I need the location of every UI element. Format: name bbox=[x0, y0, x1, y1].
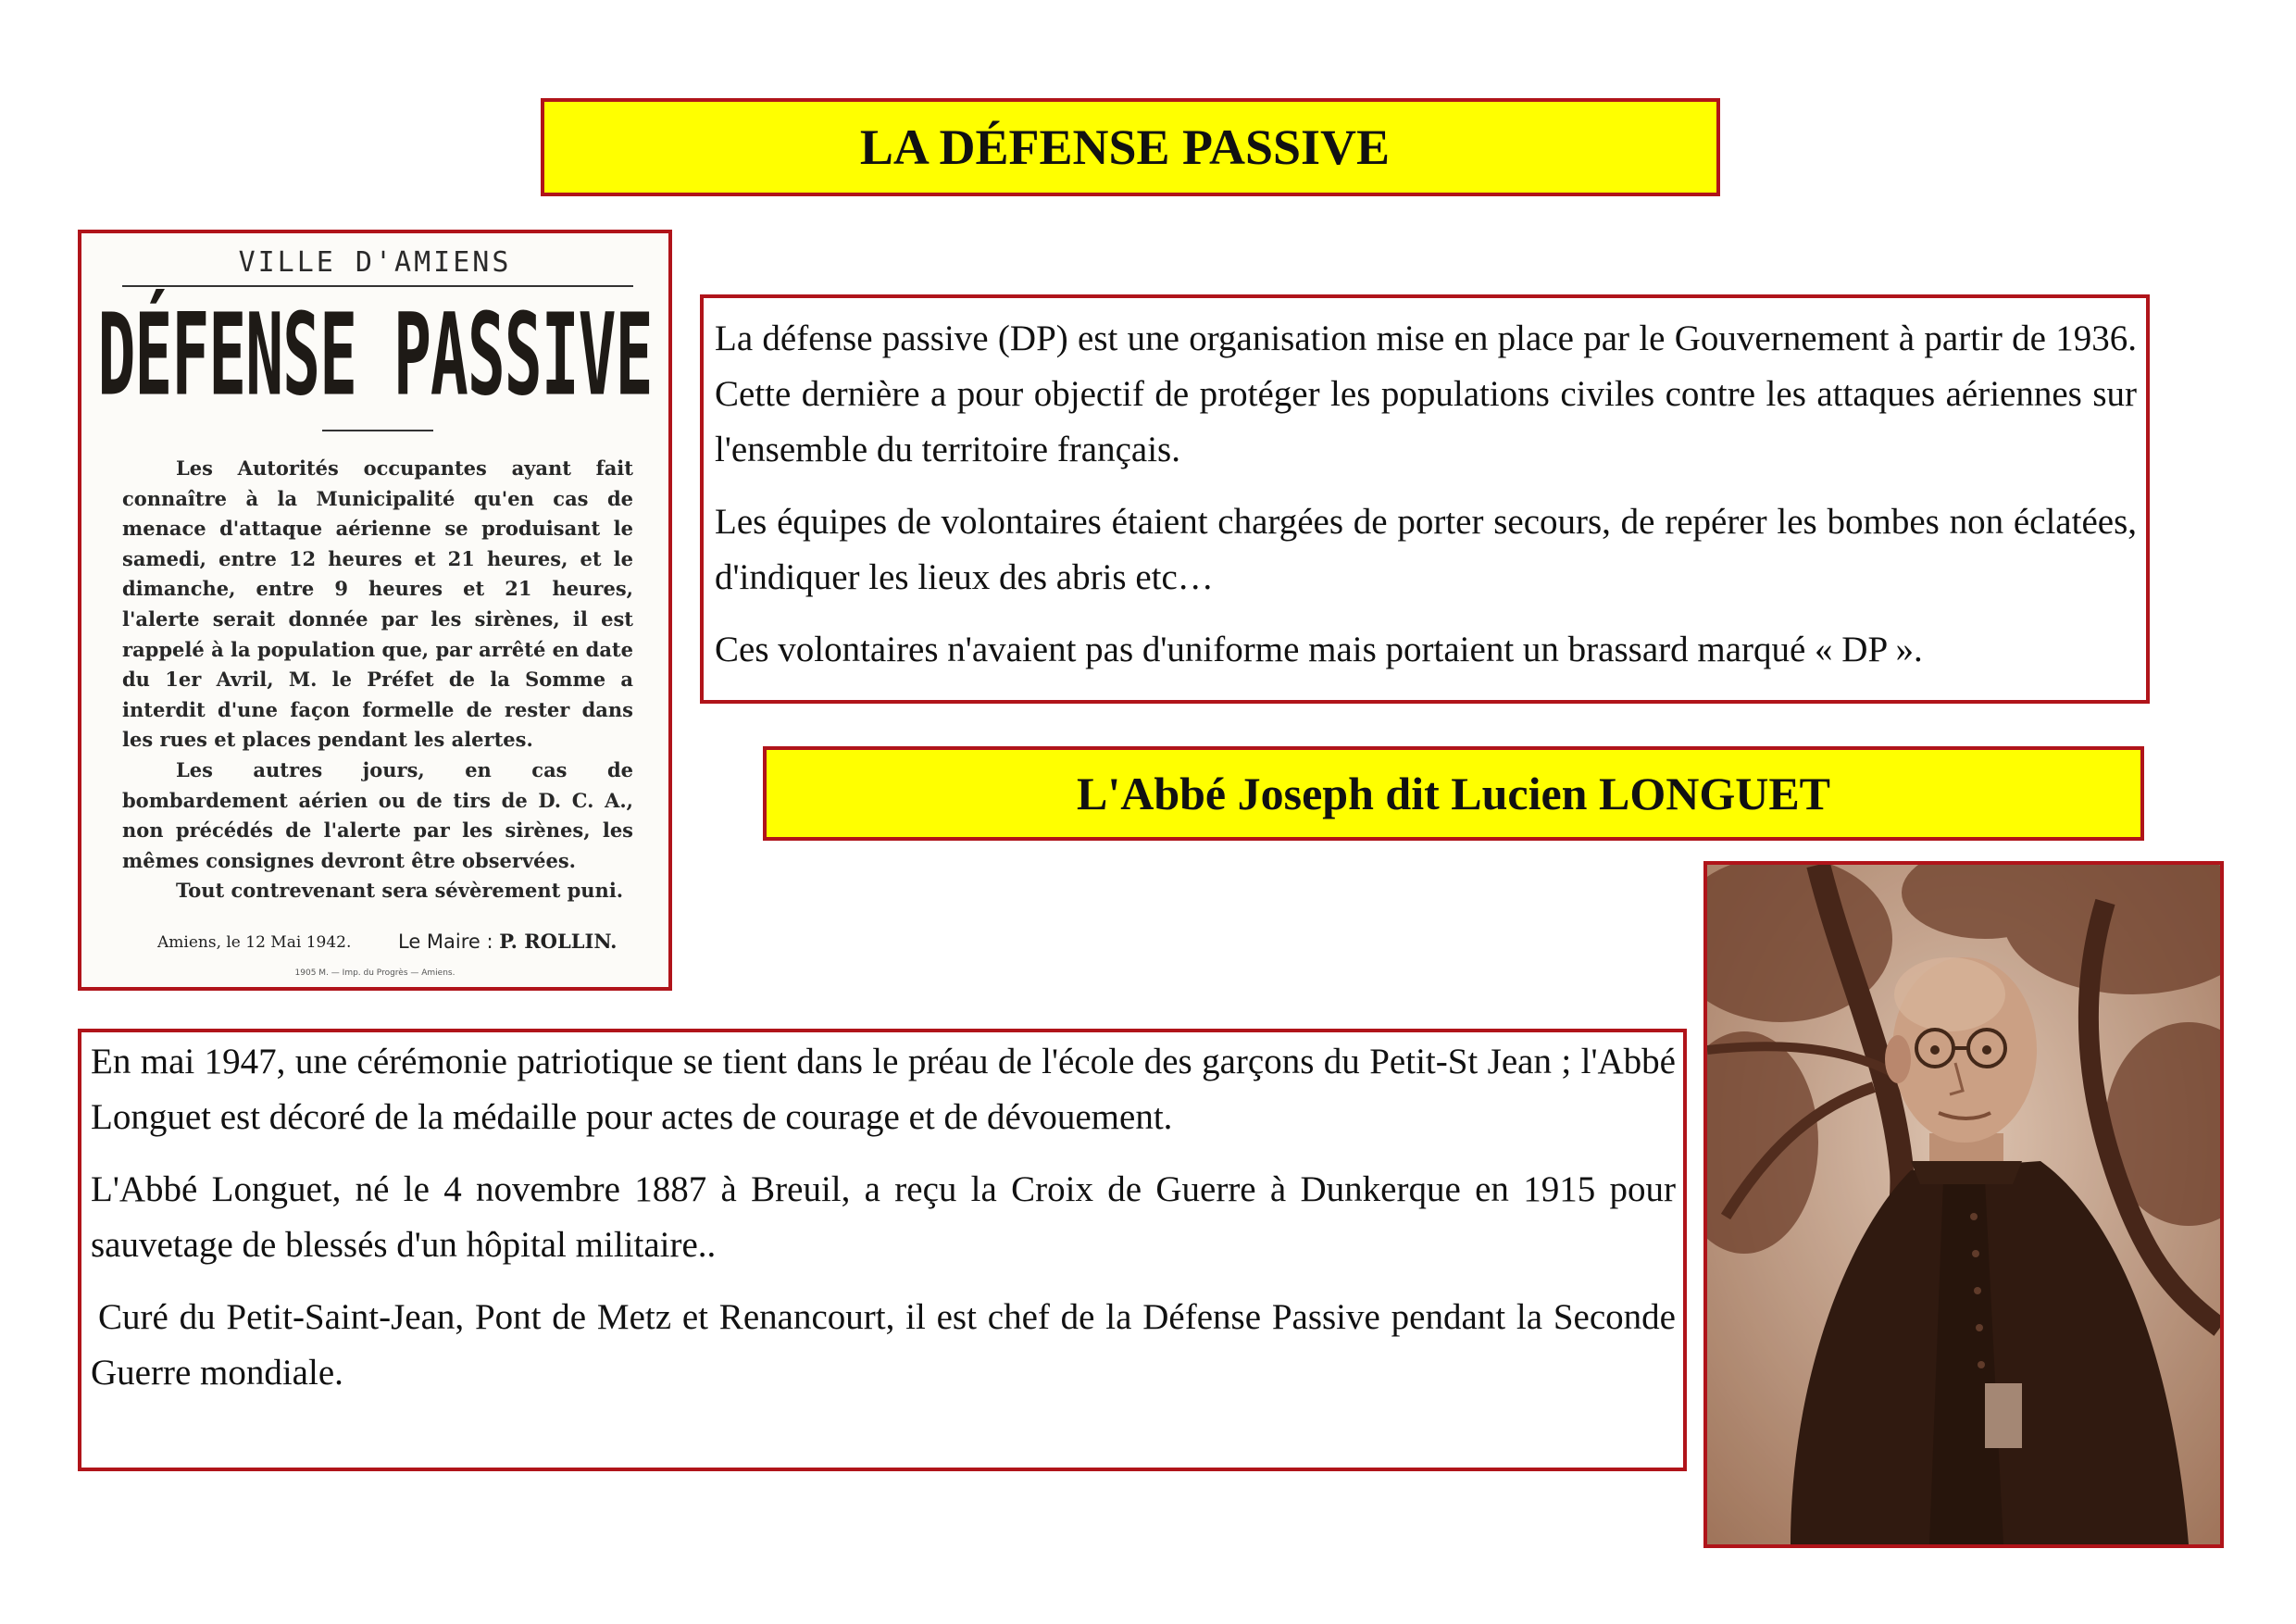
abbe-paragraph: Curé du Petit-Saint-Jean, Pont de Metz et Renancourt, il est chef de la Défense Passive pendant la Seconde Guerre mondiale. bbox=[91, 1297, 1676, 1393]
poster-body bbox=[122, 454, 633, 906]
portrait-illustration bbox=[1707, 865, 2220, 1544]
poster-mayor bbox=[398, 930, 617, 953]
poster-mayor-name: P. ROLLIN. bbox=[499, 930, 618, 953]
subtitle-box bbox=[763, 746, 2144, 841]
dp-description-box bbox=[700, 294, 2150, 704]
subtitle: L'Abbé Joseph dit Lucien LONGUET bbox=[1076, 768, 1831, 819]
poster-city: VILLE D'AMIENS bbox=[238, 246, 512, 279]
poster-place-date: Amiens, le 12 Mai 1942. bbox=[157, 933, 352, 952]
poster-mayor-label: Le Maire : bbox=[398, 931, 493, 953]
abbe-description-box bbox=[78, 1029, 1687, 1471]
page-title: LA DÉFENSE PASSIVE bbox=[859, 119, 1391, 175]
poster-paragraph: Les Autorités occupantes ayant fait connaître à la Municipalité qu'en cas de menace d'attaque aérienne se produisant le samedi, entre 12 heures et 21 heures, et le dimanche, entre 9 heures et 21 heures, l'alerte serait donnée par les sirènes, il est rappelé à la population que, par arrêté en date du 1er Avril, M. le Préfet de la Somme a interdit d'une façon formelle de rester dans les rues et places pendant les alertes. bbox=[122, 456, 633, 752]
poster-paragraph: Les autres jours, en cas de bombardement aérien ou de tirs de D. C. A., non précédés de l'alerte par les sirènes, les mêmes consignes devront être observées. bbox=[122, 757, 633, 872]
abbe-portrait-photo bbox=[1703, 861, 2224, 1548]
dp-paragraph: La défense passive (DP) est une organisation mise en place par le Gouvernement à partir de 1936. Cette dernière a pour objectif de protéger les populations civiles contre les attaques aériennes sur l'ensemble du territoire français. bbox=[715, 319, 2137, 469]
poster-paragraph: Tout contrevenant sera sévèrement puni. bbox=[176, 879, 624, 903]
page-title-box bbox=[541, 98, 1720, 196]
abbe-paragraph: En mai 1947, une cérémonie patriotique se tient dans le préau de l'école des garçons du Petit-St Jean ; l'Abbé Longuet est décoré de la médaille pour actes de courage et de dévouement. bbox=[91, 1042, 1676, 1137]
dp-paragraph: Les équipes de volontaires étaient chargées de porter secours, de repérer les bombes non éclatées, d'indiquer les lieux des abris etc… bbox=[715, 502, 2137, 597]
poster-headline: DÉFENSE PASSIVE bbox=[97, 291, 653, 423]
poster-rule-top bbox=[122, 285, 633, 287]
poster-rule-mid bbox=[322, 430, 433, 431]
poster-imprint: 1905 M. — Imp. du Progrès — Amiens. bbox=[294, 968, 455, 978]
poster-image bbox=[78, 230, 672, 991]
abbe-paragraph: L'Abbé Longuet, né le 4 novembre 1887 à Breuil, a reçu la Croix de Guerre à Dunkerque en 1915 pour sauvetage de blessés d'un hôpital militaire.. bbox=[91, 1169, 1676, 1265]
dp-paragraph: Ces volontaires n'avaient pas d'uniforme mais portaient un brassard marqué « DP ». bbox=[715, 630, 1923, 669]
